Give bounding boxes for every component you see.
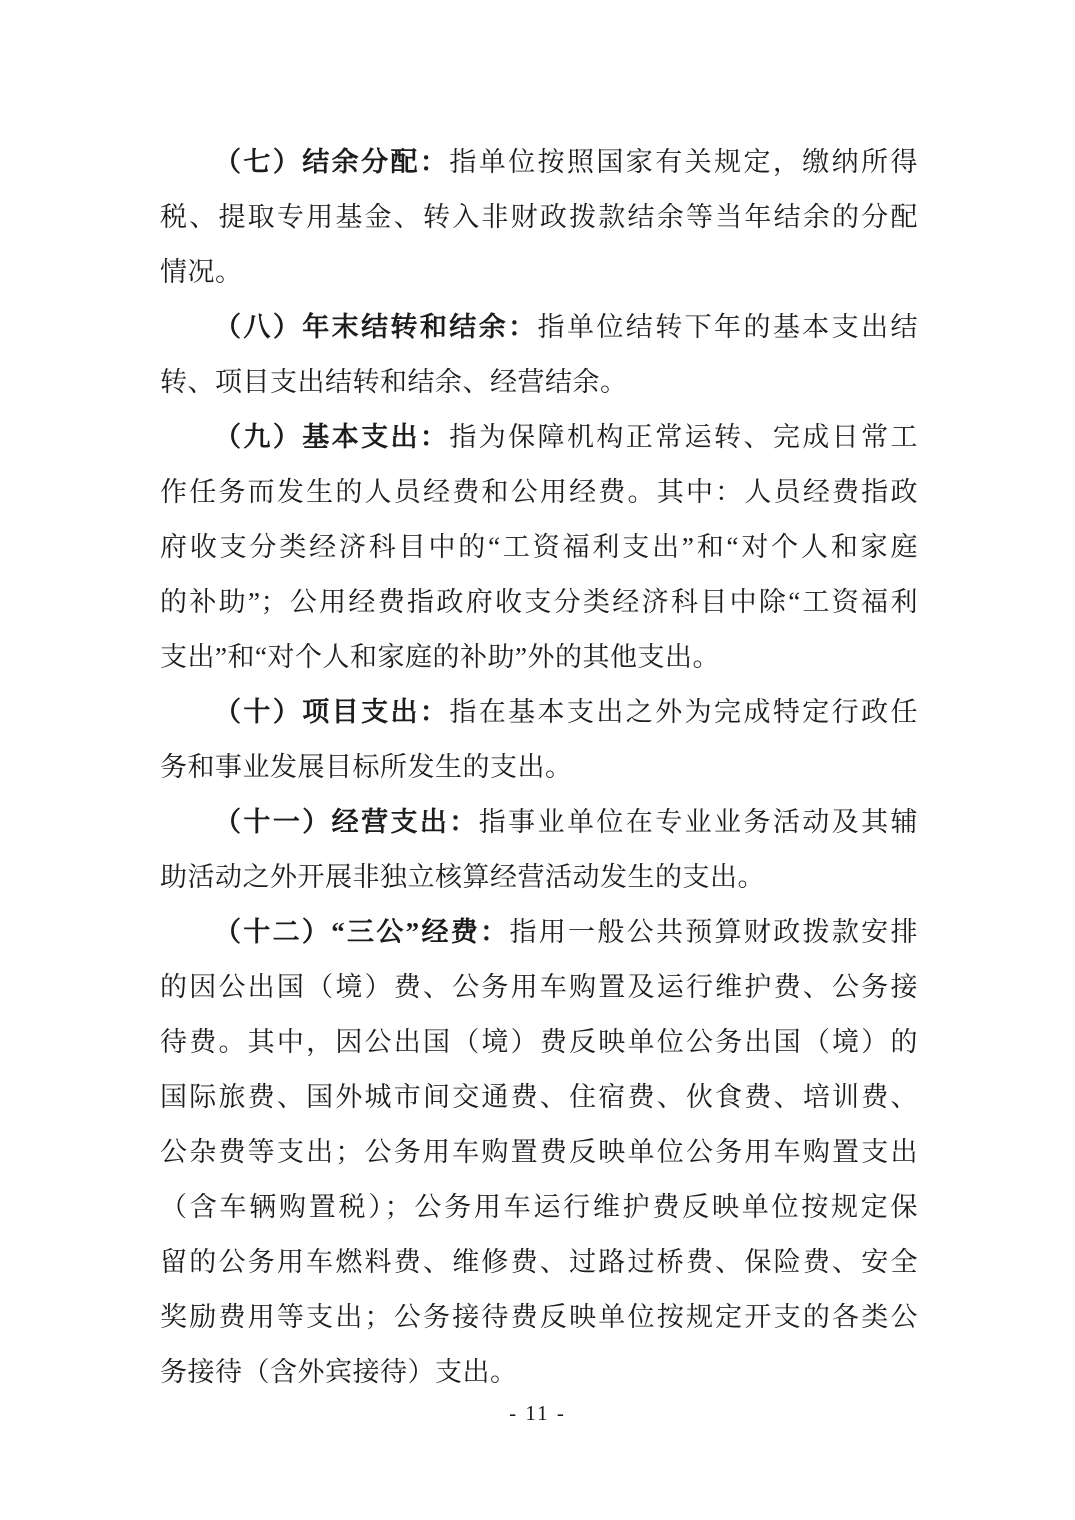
text-line: 务和事业发展目标所发生的支出。	[160, 752, 573, 782]
text-line: 待费。其中，因公出国（境）费反映单位公务出国（境）的	[160, 1027, 918, 1057]
term-heading: （八）年末结转和结余：	[214, 312, 538, 342]
term-heading: （七）结余分配：	[214, 147, 450, 177]
text-line: （含车辆购置税）；公务用车运行维护费反映单位按规定保	[160, 1192, 918, 1222]
text-line: 的补助”；公用经费指政府收支分类经济科目中除“工资福利	[160, 587, 918, 617]
text-line: 税、提取专用基金、转入非财政拨款结余等当年结余的分配	[160, 202, 918, 232]
document-body	[160, 135, 918, 1400]
text-line: （七）结余分配：指单位按照国家有关规定，缴纳所得	[214, 147, 918, 177]
paragraph	[160, 300, 918, 410]
text-line: 支出”和“对个人和家庭的补助”外的其他支出。	[160, 642, 720, 672]
text-line: （十二）“三公”经费：指用一般公共预算财政拨款安排	[214, 917, 918, 947]
paragraph	[160, 905, 918, 1400]
term-heading: （十二）“三公”经费：	[214, 917, 510, 947]
term-heading: （十）项目支出：	[214, 697, 450, 727]
text-line: 国际旅费、国外城市间交通费、住宿费、伙食费、培训费、	[160, 1082, 918, 1112]
text-line: 情况。	[160, 257, 243, 287]
paragraph	[160, 795, 918, 905]
text-line: 奖励费用等支出；公务接待费反映单位按规定开支的各类公	[160, 1302, 918, 1332]
term-heading: （十一）经营支出：	[214, 807, 479, 837]
text-line: （十）项目支出：指在基本支出之外为完成特定行政任	[214, 697, 918, 727]
term-heading: （九）基本支出：	[214, 422, 450, 452]
paragraph	[160, 685, 918, 795]
text-line: 府收支分类经济科目中的“工资福利支出”和“对个人和家庭	[160, 532, 918, 562]
paragraph	[160, 410, 918, 685]
paragraph	[160, 135, 918, 300]
text-line: （八）年末结转和结余：指单位结转下年的基本支出结	[214, 312, 918, 342]
text-line: 作任务而发生的人员经费和公用经费。其中：人员经费指政	[160, 477, 918, 507]
text-line: 公杂费等支出；公务用车购置费反映单位公务用车购置支出	[160, 1137, 918, 1167]
text-line: 助活动之外开展非独立核算经营活动发生的支出。	[160, 862, 765, 892]
text-line: （九）基本支出：指为保障机构正常运转、完成日常工	[214, 422, 918, 452]
text-line: 的因公出国（境）费、公务用车购置及运行维护费、公务接	[160, 972, 918, 1002]
text-line: （十一）经营支出：指事业单位在专业业务活动及其辅	[214, 807, 918, 837]
text-line: 转、项目支出结转和结余、经营结余。	[160, 367, 628, 397]
text-line: 留的公务用车燃料费、维修费、过路过桥费、保险费、安全	[160, 1247, 918, 1277]
page-number: - 11 -	[509, 1401, 566, 1425]
text-line: 务接待（含外宾接待）支出。	[160, 1357, 518, 1387]
